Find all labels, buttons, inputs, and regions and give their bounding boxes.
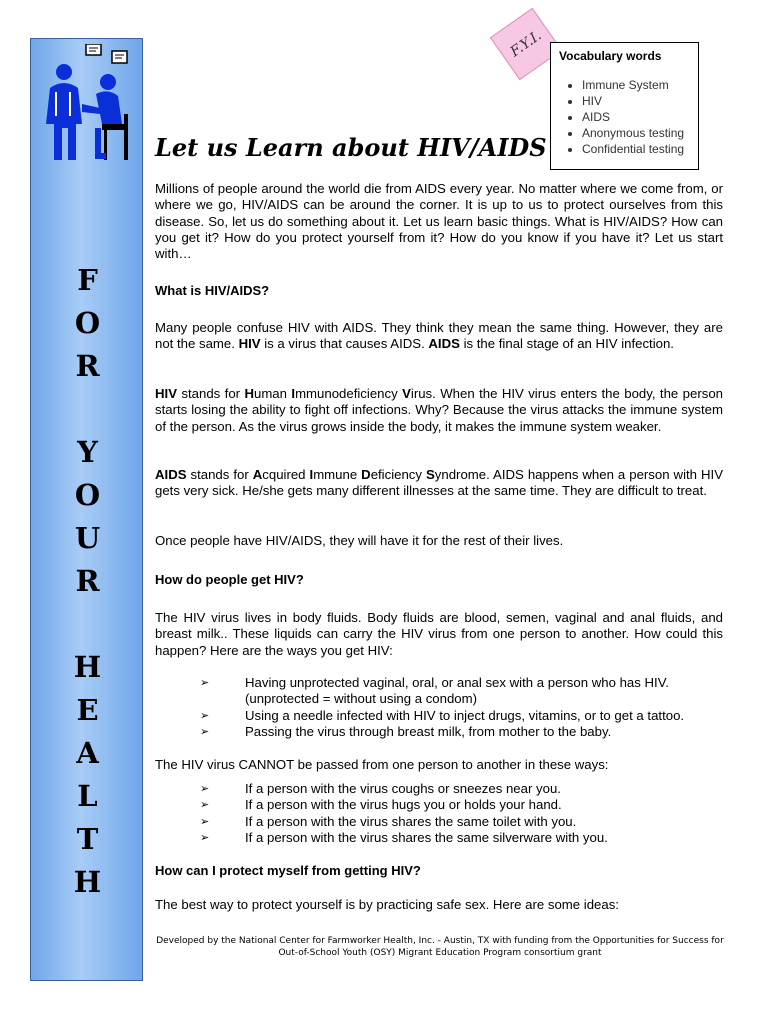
- list-item: ➢ If a person with the virus shares the same silverware with you.: [200, 829, 608, 845]
- list-item: ➢ If a person with the virus coughs or sneezes near you.: [200, 781, 561, 796]
- arrow-bullet-icon: ➢: [200, 709, 210, 722]
- fyi-sticky-note: F.Y.I.: [490, 8, 562, 80]
- sidebar-letter: Y: [77, 435, 98, 469]
- what-is-heading: What is HIV/AIDS?: [155, 283, 270, 298]
- protect-paragraph: The best way to protect yourself is by practicing safe sex. Here are some ideas:: [155, 897, 619, 912]
- list-item: ➢ If a person with the virus hugs you or holds your hand.: [200, 797, 562, 813]
- vocabulary-box: [550, 42, 699, 170]
- sidebar-letter: H: [73, 650, 102, 684]
- non-transmission-list: [155, 781, 723, 846]
- vocab-item: • Immune System: [582, 77, 698, 93]
- sidebar-letter: F: [77, 263, 98, 297]
- hiv-definition-paragraph: HIV stands for Human Immunodeficiency Virus. When the HIV virus enters the body, the person starts losing the ability to fight off infections. Why? Because the virus attacks the immune system of the person. As the virus grows inside the body, it makes the immune system weaker.: [155, 386, 723, 434]
- list-item: ➢ If a person with the virus shares the same toilet with you.: [200, 813, 577, 829]
- sidebar-letter: T: [76, 822, 99, 856]
- cannot-paragraph: The HIV virus CANNOT be passed from one person to another in these ways:: [155, 757, 609, 772]
- sidebar-letter: L: [77, 779, 98, 813]
- sidebar-banner: [30, 38, 143, 981]
- arrow-bullet-icon: ➢: [200, 815, 210, 828]
- sidebar-letter: R: [75, 564, 100, 598]
- list-item: ➢ Having unprotected vaginal, oral, or anal sex with a person who has HIV. (unprotected = without using a condom): [200, 675, 669, 707]
- vocab-item: • HIV: [582, 93, 698, 109]
- aids-definition-paragraph: AIDS stands for Acquired Immune Deficiency Syndrome. AIDS happens when a person with HIV gets very sick. He/she gets many different illnesses at the same time. They are difficult to treat.: [155, 467, 723, 499]
- sidebar-letter: O: [74, 478, 101, 512]
- sidebar-letter: O: [74, 306, 101, 340]
- sidebar-letter: E: [76, 693, 99, 727]
- once-paragraph: Once people have HIV/AIDS, they will have it for the rest of their lives.: [155, 533, 564, 548]
- footer-line: Out-of-School Youth (OSY) Migrant Education Program consortium grant: [278, 948, 602, 958]
- sidebar-letter: A: [76, 736, 99, 770]
- how-get-paragraph: The HIV virus lives in body fluids. Body fluids are blood, semen, vaginal and anal fluids, and breast milk.. These liquids can carry the HIV virus from one person to another. How could this happen? Here are the ways you get HIV:: [155, 610, 723, 658]
- page-title: Let us Learn about HIV/AIDS: [155, 133, 547, 162]
- vocab-item: • AIDS: [582, 109, 698, 125]
- what-is-paragraph: Many people confuse HIV with AIDS. They think they mean the same thing. However, they are not the same. HIV is a virus that causes AIDS. AIDS is the final stage of an HIV infection.: [155, 320, 723, 352]
- list-item: ➢ Passing the virus through breast milk, from mother to the baby.: [200, 723, 612, 739]
- footer-credit: [145, 935, 735, 959]
- sidebar-letter: U: [74, 521, 101, 555]
- arrow-bullet-icon: ➢: [200, 783, 210, 795]
- vocab-item: • Confidential testing: [582, 141, 698, 157]
- arrow-bullet-icon: ➢: [200, 725, 210, 738]
- sidebar-letter: H: [73, 865, 102, 899]
- footer-line: Developed by the National Center for Farmworker Health, Inc. - Austin, TX with funding from the Opportunities for Success for: [156, 936, 724, 946]
- arrow-bullet-icon: ➢: [200, 799, 210, 812]
- doctor-patient-clipart: [42, 44, 132, 162]
- transmission-list: [155, 675, 723, 740]
- vocabulary-heading: Vocabulary words: [559, 49, 662, 63]
- protect-heading: How can I protect myself from getting HIV?: [155, 863, 421, 878]
- how-get-heading: How do people get HIV?: [155, 572, 304, 587]
- vocab-item: • Anonymous testing: [582, 125, 698, 141]
- sidebar-letter: R: [75, 349, 100, 383]
- intro-paragraph: Millions of people around the world die from AIDS every year. No matter where we come from, or where we go, HIV/AIDS can be around the corner. It is up to us to protect ourselves from this disease. So, let us do something about it. Let us learn basic things. What is HIV/AIDS? How can you get it? How do you protect yourself from it? How do you know if you have it? Let us start with…: [155, 181, 723, 262]
- arrow-bullet-icon: ➢: [200, 677, 210, 689]
- list-item: ➢ Using a needle infected with HIV to inject drugs, vitamins, or to get a tattoo.: [200, 707, 685, 723]
- arrow-bullet-icon: ➢: [200, 831, 210, 844]
